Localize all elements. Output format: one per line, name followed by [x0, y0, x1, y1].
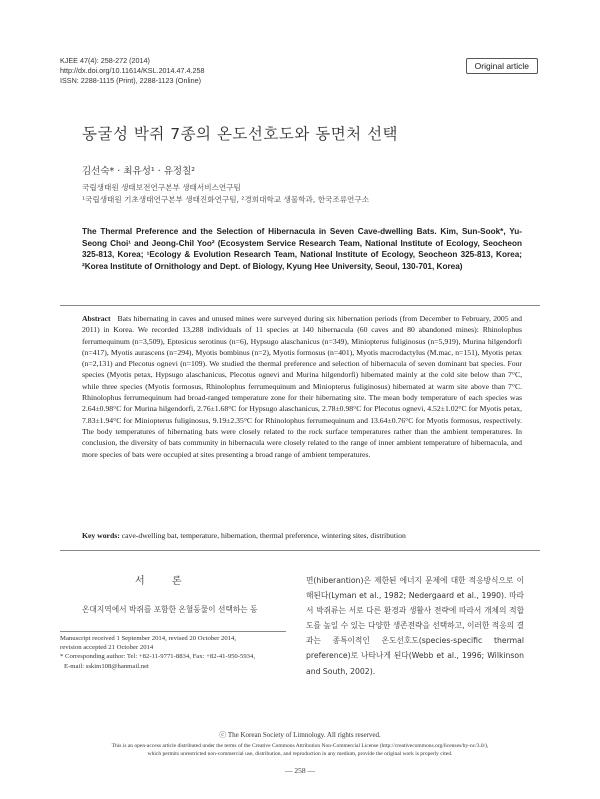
footnote-line: revision accepted 21 October 2014 [60, 644, 154, 652]
license-line: This is an open-access article distributed under the terms of the Creative Commons Attribution Non-Commercial License (http://creativecommons.org/licenses/by-nc/3.0/), [111, 743, 489, 749]
affiliations-korean [82, 182, 522, 206]
affiliation-line: ¹국립생태원 기초생태연구본부 생태진화연구팀, ²경희대학교 생물학과, 한국조류연구소 [82, 195, 370, 204]
page-number: — 258 — [285, 766, 315, 775]
footnote-line: E-mail: sskim108@hanmail.net [64, 662, 149, 670]
journal-citation: KJEE 47(4): 258-272 (2014) [60, 56, 150, 65]
license-line: which permits unrestricted non-commercial use, distribution, and reproduction in any medium, provide the original work is properly cited. [147, 751, 453, 757]
keywords-label: Key words: [82, 531, 120, 540]
issn: ISSN: 2288-1115 (Print), 2288-1123 (Online) [60, 76, 202, 85]
journal-meta [60, 56, 205, 86]
title-korean: 동굴성 박쥐 7종의 온도선호도와 동면처 선택 [82, 125, 399, 143]
title-english: The Thermal Preference and the Selection of Hibernacula in Seven Cave-dwelling Bats. Kim, Sun-Sook*, Yu-Seong Choi¹ and Jeong-Chil Yoo² (Ecosystem Service Research Team, National Institute of Ecology, Seocheon 325-813, Korea; ¹Ecology & Evolution Research Team, National Institute of Ecology, Seocheon 325-813, Korea; ²Korea Institute of Ornithology and Dept. of Biology, Kyung Hee University, Seoul, 130-701, Korea) [82, 227, 522, 271]
footnote-line: Manuscript received 1 September 2014, revised 20 October 2014, [60, 635, 237, 642]
abstract-bottom-rule [60, 550, 540, 551]
doi-link[interactable]: http://dx.doi.org/10.11614/KSL.2014.47.4.258 [60, 66, 205, 75]
article-type-badge: Original article [466, 58, 538, 74]
copyright: ⓒ The Korean Society of Limnology. All rights reserved. [219, 731, 381, 739]
abstract [82, 313, 522, 460]
footnote-line: * Corresponding author: Tel: +82-11-9771-8834, Fax: +82-41-950-5934, [60, 653, 256, 661]
affiliation-line: 국립생태원 생태보전연구본부 생태서비스연구팀 [82, 183, 241, 192]
keywords-text: cave-dwelling bat, temperature, hibernation, thermal preference, wintering sites, distribution [121, 531, 406, 540]
license [60, 742, 540, 758]
keywords [82, 531, 522, 540]
abstract-top-rule [60, 305, 540, 306]
footnotes [60, 634, 300, 671]
body-text-right: 면(hiberantion)은 제한된 에너지 문제에 대한 적응방식으로 이해된다(Lyman et al., 1982; Nedergaard et al., 1990). 따라서 박쥐류는 서로 다른 환경과 생활사 전략에 따라서 개체의 적합도를 높일 수 있는 다양한 생존전략을 선택하고, 이러한 적응의 결과는 종특이적인 온도선호도(species-specific thermal preference)로 나타나게 된다(Webb et al., 1996; Wilkinson and South, 2002). [306, 576, 524, 676]
footnote-rule [60, 631, 286, 632]
authors-korean: 김선숙* · 최유성¹ · 유정칠² [82, 166, 196, 177]
body-text-left: 온대지역에서 박쥐를 포함한 온혈동물이 선택하는 동 [82, 605, 258, 614]
abstract-text: Bats hibernating in caves and unused mines were surveyed during six hibernation periods (from December to February, 2005 and 2011) in Korea. We recorded 13,288 individuals of 11 species at 140 hibernacula (60 caves and 80 abandoned mines): Rhinolophus ferrumequinum (n=3,509), Eptesicus serotinus (n=6), Hypsugo alaschanicus (n=349), Miniopterus fuliginosus (n=5,919), Murina hilgendorfi (n=417), Myotis aurascens (n=294), Myotis bombinus (n=2), Myotis formosus (n=401), Myotis macrodactylus (M.mac, n=151), Myotis petax (n=2,131) and Plecotus ognevi (n=109). We studied the thermal preference and selection of hibernacula of seven dominant bat species. Four species (Myotis petax, Hypsugo alaschanicus, Plecotus ognevi and Murina hilgendorfi) hibernated mainly at the cold site below than 7°C, while three species (Myotis formosus, Rhinolophus ferrumequinum and Miniopterus fuliginosus) hibernated at warm site above than 7°C. Rhinolophus ferrumequinum had broad-ranged temperature zone for their hibernating site. The mean body temperature of each species was 2.64±0.98°C for Murina hilgendorfi, 2.76±1.68°C for Hypsugo alaschanicus, 2.78±0.98°C for Plecotus ognevi, 4.52±1.02°C for Myotis petax, 7.83±1.94°C for Miniopterus fuliginosus, 9.19±2.35°C for Rhinolophus ferrumequinum and 13.64±0.76°C for Myotis formosus, respectively. The body temperatures of hibernating bats were closely related to the rock surface temperatures rather than the ambient temperatures. In conclusion, the diversity of bats community in hibernacula were closely related to the range of inner ambient temperature of hibernacula, and more species of bats were occupied at sites presenting a broad range of ambient temperatures. [82, 314, 522, 459]
abstract-label: Abstract [82, 314, 111, 323]
section-heading: 서 론 [135, 576, 194, 587]
